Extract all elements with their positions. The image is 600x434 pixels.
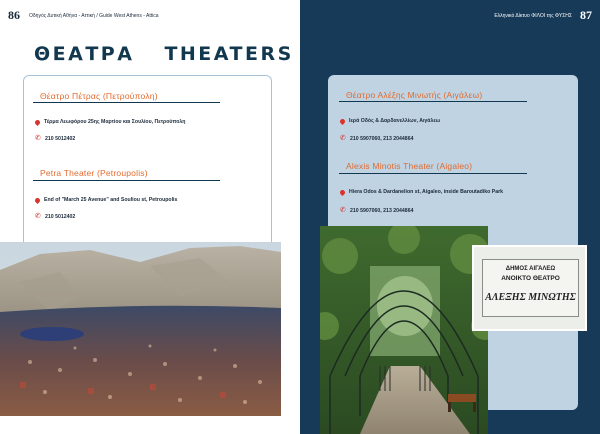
section-title <box>34 43 294 65</box>
page-number-right: 87 <box>580 8 592 22</box>
petra-address-english-row <box>35 197 177 203</box>
petra-address-english: End of "March 25 Avenue" and Souliou st, Petroupolis <box>44 197 178 203</box>
theater-sign-photo <box>472 245 587 331</box>
map-pin-icon <box>34 196 41 203</box>
petra-phone-english: 210 5012402 <box>45 214 76 220</box>
map-pin-icon <box>34 118 41 125</box>
minotis-address-english: Hiera Odos & Dardanelion st, Aigaleo, inside Baroutadiko Park <box>349 189 504 195</box>
page-number-left: 86 <box>8 8 20 22</box>
petra-theater-photo <box>0 242 281 416</box>
sign-line-municipality: ΔΗΜΟΣ ΑΙΓΑΛΕΩ <box>505 266 556 272</box>
minotis-phone-english: 210 5907060, 213 2044864 <box>350 208 414 214</box>
petra-phone-english-row <box>35 214 75 220</box>
minotis-title-greek-rule <box>339 101 527 102</box>
petra-title-greek: Θέατρο Πέτρας (Πετρούπολη) <box>40 91 158 101</box>
phone-icon: ✆ <box>340 135 346 142</box>
petra-title-greek-rule <box>33 102 220 103</box>
minotis-title-english: Alexis Minotis Theater (Aigaleo) <box>346 161 473 171</box>
phone-icon: ✆ <box>35 135 41 142</box>
section-title-english: THEATERS <box>164 43 294 65</box>
minotis-park-photo <box>320 226 488 434</box>
petra-address-greek-row <box>35 119 185 125</box>
minotis-address-greek-row <box>340 118 440 124</box>
map-pin-icon <box>339 117 346 124</box>
minotis-phone-greek-row <box>340 136 413 142</box>
running-head-left: Οδηγός Δυτική Αθήνα - Αττική / Guide West Athens - Attica <box>29 13 159 19</box>
theater-sign <box>482 259 579 317</box>
minotis-address-greek: Ιερά Οδός & Δαρδανελλίων, Αιγάλεω <box>349 118 441 124</box>
sign-line-open-theater: ΑΝΟΙΚΤΟ ΘΕΑΤΡΟ <box>501 275 560 282</box>
phone-icon: ✆ <box>35 213 41 220</box>
petra-phone-greek: 210 5012402 <box>45 136 76 142</box>
petra-title-english: Petra Theater (Petroupolis) <box>40 168 148 178</box>
section-title-greek: ΘΕΑΤΡΑ <box>34 43 135 65</box>
park-photo-graphic <box>320 226 488 434</box>
sign-line-name: ΑΛΕΞΗΣ ΜΙΝΩΤΗΣ <box>485 292 576 303</box>
running-head-right: Ελληνικό Δίκτυο ΦΙΛΟΙ της ΦΥΣΗΣ <box>494 13 572 19</box>
minotis-title-greek: Θέατρο Αλέξης Μινωτής (Αιγάλεω) <box>346 90 483 100</box>
map-pin-icon <box>339 188 346 195</box>
minotis-phone-greek: 210 5907060, 213 2044864 <box>350 136 414 142</box>
petra-address-greek: Τέρμα Λεωφόρου 25ης Μαρτίου και Σουλίου, Πετρούπολη <box>44 119 186 125</box>
minotis-phone-english-row <box>340 208 413 214</box>
petra-photo-graphic <box>0 242 281 416</box>
phone-icon: ✆ <box>340 207 346 214</box>
petra-title-english-rule <box>33 180 220 181</box>
petra-phone-greek-row <box>35 136 75 142</box>
minotis-title-english-rule <box>339 173 527 174</box>
minotis-address-english-row <box>340 189 503 195</box>
